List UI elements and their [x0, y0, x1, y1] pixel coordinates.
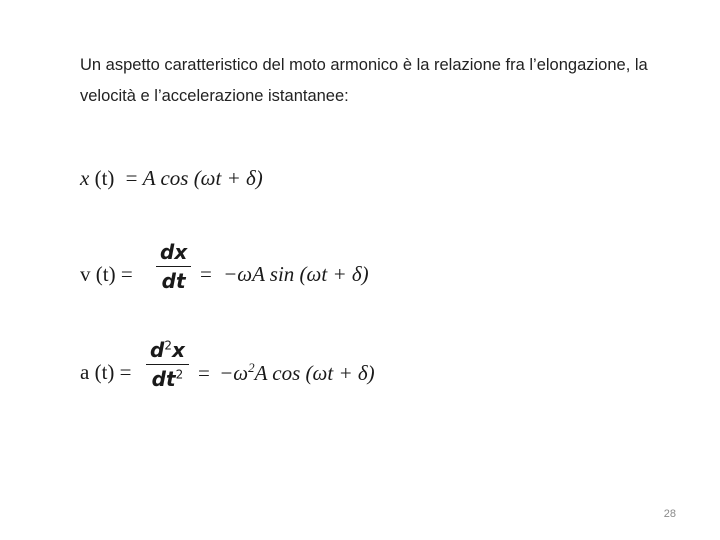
a-den-exp: 2	[175, 367, 184, 382]
equation-acceleration	[80, 336, 460, 402]
intro-line-1: Un aspetto caratteristico del moto armonico è la relazione fra l’elongazione, la	[80, 56, 648, 74]
v-equals-2: =	[200, 262, 212, 286]
v-fraction	[156, 240, 191, 293]
equation-velocity	[80, 242, 440, 302]
a-rhs	[219, 361, 375, 385]
a-fraction	[146, 338, 189, 391]
a-lhs-var: a	[80, 360, 90, 384]
equation-position	[80, 166, 263, 191]
x-lhs-var: x	[80, 166, 90, 190]
a-num-exp: 2	[164, 338, 172, 353]
page-number: 28	[663, 508, 676, 520]
v-frac-denominator: dt	[161, 269, 186, 293]
a-den-dt: dt	[151, 367, 176, 391]
v-equals: =	[120, 262, 133, 286]
a-num-x: x	[171, 338, 185, 362]
v-lhs-arg: (t)	[95, 262, 116, 286]
v-lhs-var: v	[80, 262, 91, 286]
a-frac-numerator	[146, 338, 189, 364]
a-rhs-exp: 2	[248, 360, 255, 375]
intro-line-2: velocità e l’accelerazione istantanee:	[80, 87, 349, 105]
a-frac-denominator	[146, 365, 189, 391]
a-lhs-arg: (t)	[94, 360, 115, 384]
a-equals: =	[119, 360, 132, 384]
intro-text	[80, 50, 680, 112]
x-equals: =	[125, 166, 138, 190]
v-frac-numerator: dx	[160, 240, 188, 264]
a-rhs-pre: −ω	[219, 361, 249, 385]
v-rhs: −ωA sin (ωt + δ)	[223, 262, 369, 286]
x-rhs: A cos (ωt + δ)	[142, 166, 263, 190]
a-num-d: d	[150, 338, 165, 362]
a-rhs-post: A cos (ωt + δ)	[254, 361, 375, 385]
a-equals-2: =	[198, 361, 210, 385]
x-lhs-arg: (t)	[94, 166, 115, 190]
